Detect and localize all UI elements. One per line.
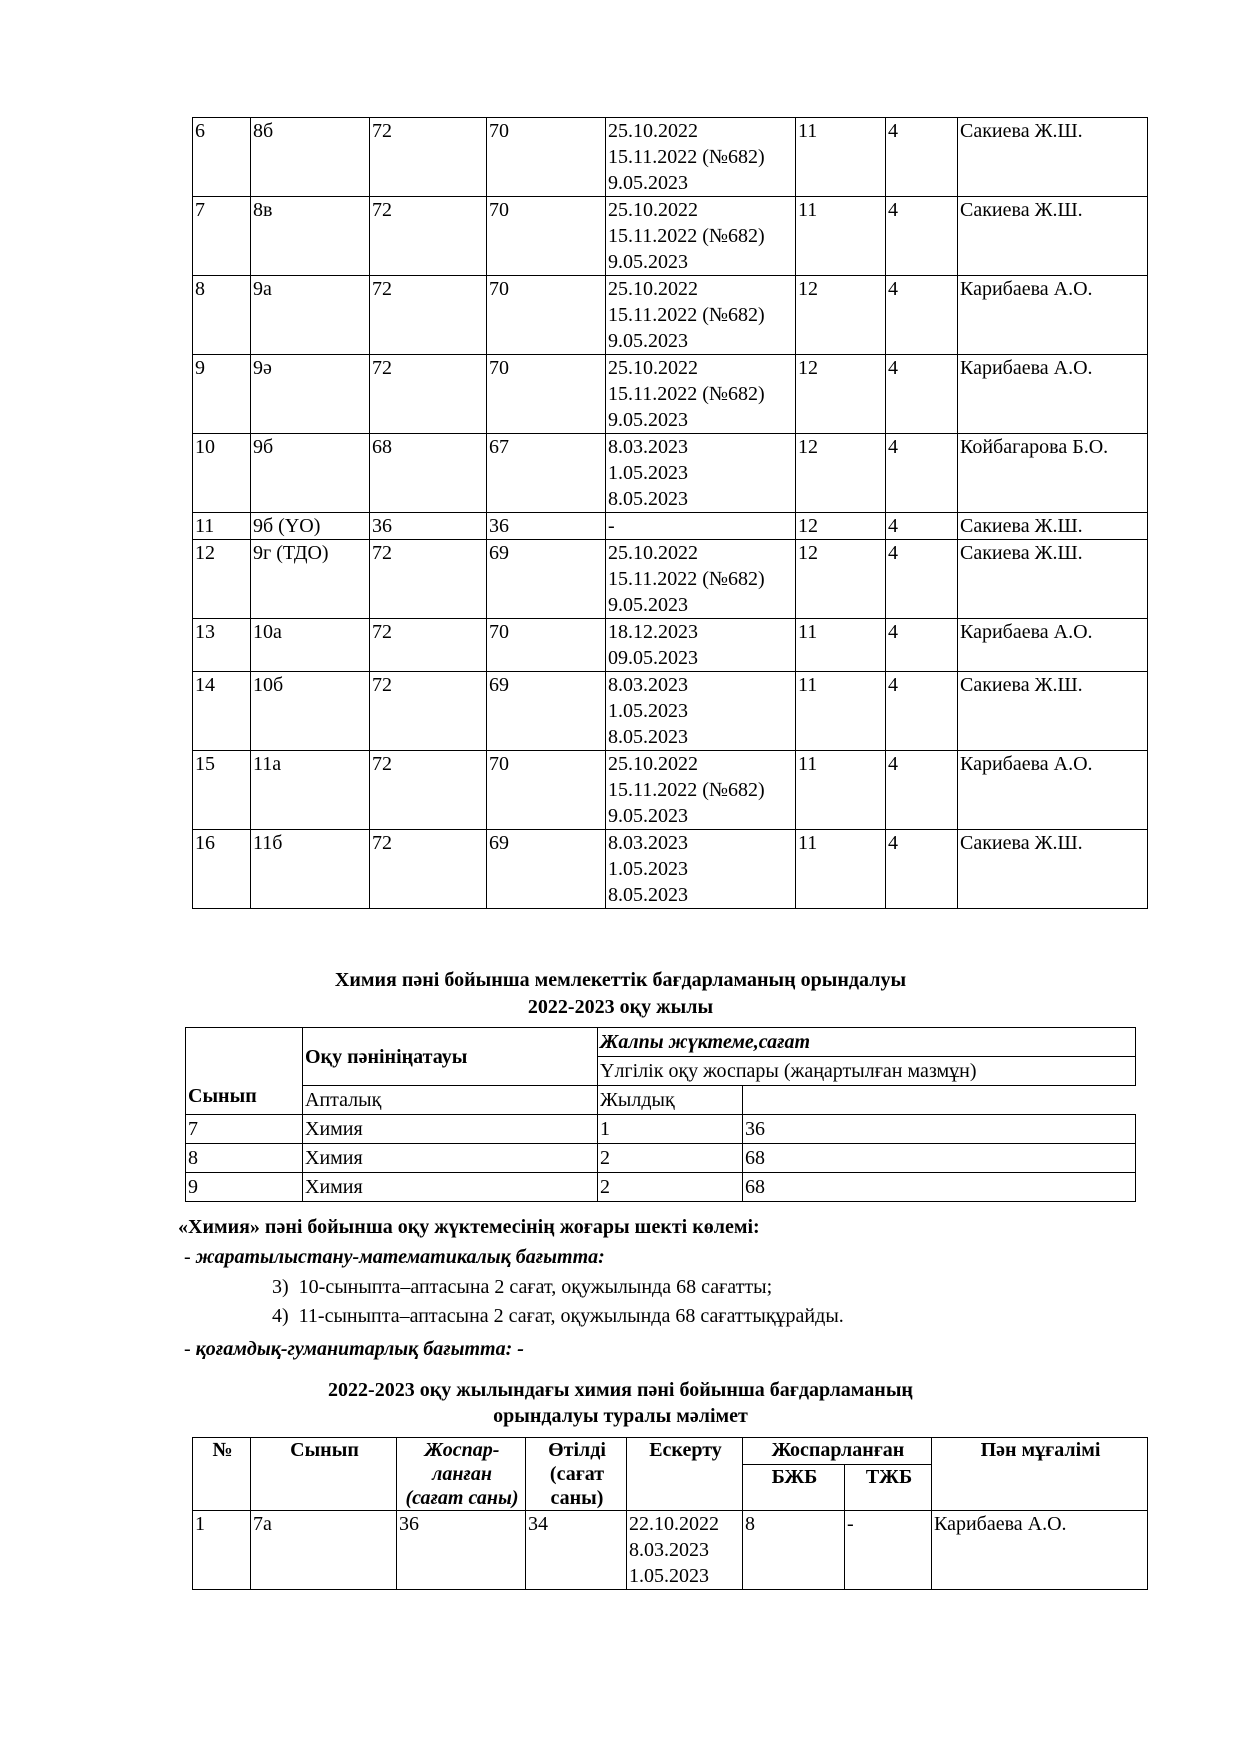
note-item-3 [272, 1274, 772, 1300]
science-direction [184, 1244, 605, 1270]
row-number-cell: 15 [193, 751, 251, 830]
social-direction-label: қоғамдық-гуманитарлық бағытта: - [195, 1338, 524, 1360]
tzhb-cell: 4 [886, 672, 958, 751]
bzhb-cell: 8 [743, 1511, 845, 1590]
class-cell: 9а [251, 276, 370, 355]
dates-cell: 25.10.2022 15.11.2022 (№682) 9.05.2023 [606, 197, 796, 276]
row-number-cell: 12 [193, 540, 251, 619]
done-hours-cell: 36 [487, 513, 606, 540]
bzhb-cell: 11 [796, 751, 886, 830]
planned-hours-cell: 68 [370, 434, 487, 513]
science-direction-label: жаратылыстану-математикалық бағытта: [195, 1246, 605, 1268]
tzhb-cell: 4 [886, 751, 958, 830]
bzhb-cell: 12 [796, 276, 886, 355]
table-row [193, 118, 1148, 197]
yearly-cell: 36 [743, 1115, 1136, 1144]
teacher-cell: Сакиева Ж.Ш. [958, 830, 1148, 909]
col-note: Ескерту [627, 1438, 743, 1511]
tzhb-cell: 4 [886, 118, 958, 197]
done-hours-cell: 70 [487, 751, 606, 830]
row-number-cell: 14 [193, 672, 251, 751]
hours-table-continued [192, 117, 1148, 909]
section3-title-line1: 2022-2023 оқу жылындағы химия пәні бойынша бағдарламаның [328, 1379, 913, 1401]
teacher-cell: Сакиева Ж.Ш. [958, 540, 1148, 619]
table-row [193, 830, 1148, 909]
teacher-cell: Карибаева А.О. [958, 619, 1148, 672]
dates-cell: 25.10.2022 15.11.2022 (№682) 9.05.2023 [606, 540, 796, 619]
note-item-4-number: 4) [272, 1305, 289, 1327]
weekly-cell: 2 [598, 1144, 743, 1173]
class-cell: 10а [251, 619, 370, 672]
bzhb-cell: 11 [796, 830, 886, 909]
bzhb-cell: 12 [796, 540, 886, 619]
row-number-cell: 16 [193, 830, 251, 909]
planned-hours-cell: 72 [370, 619, 487, 672]
section2-title-line2: 2022-2023 оқу жылы [527, 996, 714, 1018]
note-item-4-text: 11-сыныпта–аптасына 2 сағат, оқужылында 68 сағаттықұрайды. [298, 1305, 844, 1327]
header-class: Сынып [186, 1028, 303, 1115]
dates-cell: 18.12.2023 09.05.2023 [606, 619, 796, 672]
social-dash: - [184, 1338, 196, 1360]
tzhb-cell: 4 [886, 619, 958, 672]
planned-hours-cell: 36 [370, 513, 487, 540]
col-class: Сынып [251, 1438, 397, 1511]
bzhb-cell: 11 [796, 619, 886, 672]
bzhb-cell: 11 [796, 672, 886, 751]
program-execution-table [192, 1437, 1148, 1590]
col-bzhb: БЖБ [743, 1465, 845, 1511]
planned-hours-cell: 72 [370, 751, 487, 830]
table-row [186, 1115, 1136, 1144]
row-number-cell: 9 [193, 355, 251, 434]
row-number-cell: 8 [193, 276, 251, 355]
table-row [193, 197, 1148, 276]
table-row [193, 540, 1148, 619]
table-row [193, 1511, 1148, 1590]
class-cell: 8 [186, 1144, 303, 1173]
curriculum-load-table [185, 1027, 1136, 1202]
hours-table-body [193, 118, 1148, 909]
table-row [193, 434, 1148, 513]
teacher-cell: Карибаева А.О. [932, 1511, 1148, 1590]
planned-hours-cell: 72 [370, 355, 487, 434]
table-row [193, 751, 1148, 830]
done-hours-cell: 70 [487, 118, 606, 197]
subject-cell: Химия [303, 1173, 598, 1202]
table-row [193, 672, 1148, 751]
table-row [186, 1144, 1136, 1173]
table-row [193, 513, 1148, 540]
dates-cell: 25.10.2022 15.11.2022 (№682) 9.05.2023 [606, 751, 796, 830]
bzhb-cell: 12 [796, 355, 886, 434]
row-number-cell: 10 [193, 434, 251, 513]
row-number-cell: 13 [193, 619, 251, 672]
program-execution-body [193, 1511, 1148, 1590]
planned-hours-cell: 72 [370, 540, 487, 619]
table-row [193, 276, 1148, 355]
subject-cell: Химия [303, 1115, 598, 1144]
class-cell: 7а [251, 1511, 397, 1590]
done-hours-cell: 69 [487, 830, 606, 909]
bzhb-cell: 11 [796, 197, 886, 276]
class-cell: 9б (ҮО) [251, 513, 370, 540]
teacher-cell: Койбагарова Б.О. [958, 434, 1148, 513]
col-done-hours: Өтілді (сағат саны) [526, 1438, 627, 1511]
planned-hours-cell: 72 [370, 197, 487, 276]
dates-cell: 25.10.2022 15.11.2022 (№682) 9.05.2023 [606, 276, 796, 355]
social-direction [184, 1336, 524, 1362]
planned-hours-cell: 36 [397, 1511, 526, 1590]
section2-title-line1: Химия пәні бойынша мемлекеттік бағдарламаның орындалуы [334, 969, 907, 991]
tzhb-cell: 4 [886, 434, 958, 513]
done-hours-cell: 70 [487, 619, 606, 672]
col-planned-assessment: Жоспарланған [743, 1438, 932, 1465]
class-cell: 9 [186, 1173, 303, 1202]
science-dash: - [184, 1246, 196, 1268]
note-item-3-text: 10-сыныпта–аптасына 2 сағат, оқужылында 68 сағатты; [298, 1276, 773, 1298]
row-number-cell: 11 [193, 513, 251, 540]
bzhb-cell: 12 [796, 513, 886, 540]
col-number: № [193, 1438, 251, 1511]
tzhb-cell: - [845, 1511, 932, 1590]
planned-hours-cell: 72 [370, 276, 487, 355]
class-cell: 8в [251, 197, 370, 276]
header-yearly: Жылдық [598, 1086, 743, 1115]
tzhb-cell: 4 [886, 355, 958, 434]
tzhb-cell: 4 [886, 276, 958, 355]
header-weekly: Апталық [303, 1086, 598, 1115]
dates-cell: 8.03.2023 1.05.2023 8.05.2023 [606, 830, 796, 909]
max-load-heading: «Химия» пәні бойынша оқу жүктемесінің жоғары шекті көлемі: [178, 1216, 760, 1238]
dates-cell: 25.10.2022 15.11.2022 (№682) 9.05.2023 [606, 355, 796, 434]
note-dates-cell: 22.10.2022 8.03.2023 1.05.2023 [627, 1511, 743, 1590]
class-cell: 7 [186, 1115, 303, 1144]
section3-title-line2: орындалуы туралы мәлімет [493, 1405, 748, 1427]
done-hours-cell: 34 [526, 1511, 627, 1590]
yearly-cell: 68 [743, 1173, 1136, 1202]
dates-cell: 8.03.2023 1.05.2023 8.05.2023 [606, 434, 796, 513]
col-planned-hours: Жоспар- ланған (сағат саны) [397, 1438, 526, 1511]
done-hours-cell: 70 [487, 355, 606, 434]
tzhb-cell: 4 [886, 540, 958, 619]
col-teacher: Пән мұғалімі [932, 1438, 1148, 1511]
dates-cell: 25.10.2022 15.11.2022 (№682) 9.05.2023 [606, 118, 796, 197]
planned-hours-cell: 72 [370, 830, 487, 909]
note-item-3-number: 3) [272, 1276, 289, 1298]
dates-cell: 8.03.2023 1.05.2023 8.05.2023 [606, 672, 796, 751]
curriculum-load-body [186, 1115, 1136, 1202]
subject-cell: Химия [303, 1144, 598, 1173]
row-number-cell: 6 [193, 118, 251, 197]
class-cell: 9ә [251, 355, 370, 434]
tzhb-cell: 4 [886, 830, 958, 909]
header-total-load: Жалпы жүктеме,сағат [598, 1028, 1136, 1057]
table-row [186, 1173, 1136, 1202]
teacher-cell: Сакиева Ж.Ш. [958, 672, 1148, 751]
done-hours-cell: 69 [487, 672, 606, 751]
table-row [193, 355, 1148, 434]
class-cell: 11б [251, 830, 370, 909]
teacher-cell: Сакиева Ж.Ш. [958, 197, 1148, 276]
class-cell: 9б [251, 434, 370, 513]
planned-hours-cell: 72 [370, 672, 487, 751]
row-number-cell: 1 [193, 1511, 251, 1590]
tzhb-cell: 4 [886, 197, 958, 276]
weekly-cell: 2 [598, 1173, 743, 1202]
weekly-cell: 1 [598, 1115, 743, 1144]
done-hours-cell: 70 [487, 276, 606, 355]
bzhb-cell: 12 [796, 434, 886, 513]
teacher-cell: Сакиева Ж.Ш. [958, 513, 1148, 540]
planned-hours-cell: 72 [370, 118, 487, 197]
done-hours-cell: 69 [487, 540, 606, 619]
class-cell: 9г (ТДО) [251, 540, 370, 619]
header-subject: Оқу пәнініңатауы [303, 1028, 598, 1086]
teacher-cell: Карибаева А.О. [958, 751, 1148, 830]
header-standard-plan: Үлгілік оқу жоспары (жаңартылған мазмұн) [598, 1057, 1136, 1086]
class-cell: 10б [251, 672, 370, 751]
teacher-cell: Карибаева А.О. [958, 276, 1148, 355]
table-row [193, 619, 1148, 672]
row-number-cell: 7 [193, 197, 251, 276]
class-cell: 8б [251, 118, 370, 197]
col-tzhb: ТЖБ [845, 1465, 932, 1511]
teacher-cell: Сакиева Ж.Ш. [958, 118, 1148, 197]
dates-cell: - [606, 513, 796, 540]
done-hours-cell: 67 [487, 434, 606, 513]
tzhb-cell: 4 [886, 513, 958, 540]
yearly-cell: 68 [743, 1144, 1136, 1173]
teacher-cell: Карибаева А.О. [958, 355, 1148, 434]
class-cell: 11а [251, 751, 370, 830]
done-hours-cell: 70 [487, 197, 606, 276]
bzhb-cell: 11 [796, 118, 886, 197]
note-item-4 [272, 1303, 844, 1329]
